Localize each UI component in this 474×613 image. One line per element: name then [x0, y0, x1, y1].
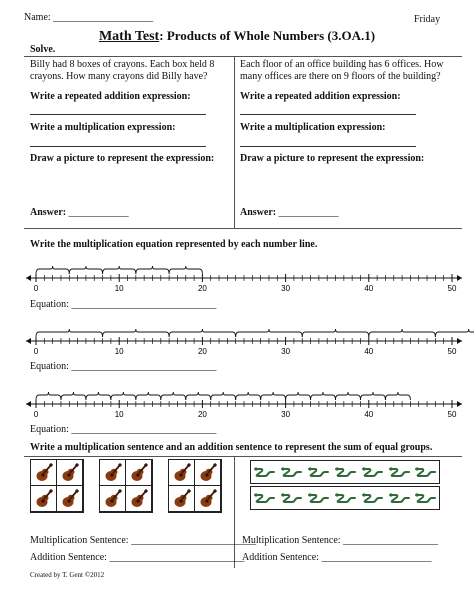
arrow-left-icon — [26, 275, 31, 281]
jump-brace — [169, 266, 202, 274]
divider-top — [24, 56, 462, 57]
snake-icon — [307, 492, 329, 504]
jump-brace — [103, 266, 136, 274]
footer-credit: Created by T. Gent ©2012 — [30, 571, 105, 579]
page-title: Math Test: Products of Whole Numbers (3.OA.1) — [98, 28, 376, 44]
snake-icon — [414, 466, 436, 478]
jump-brace — [211, 392, 236, 400]
tick-label: 40 — [364, 347, 374, 356]
snake-group — [250, 460, 440, 484]
left-mult-sentence: Multiplication Sentence: _________________________ — [30, 535, 257, 546]
arrow-right-icon — [457, 338, 462, 344]
snake-icon — [307, 466, 329, 478]
number-line-1 — [24, 262, 462, 296]
tick-label: 30 — [281, 284, 291, 293]
jump-brace — [360, 392, 385, 400]
guitar-group — [30, 459, 84, 513]
problem-1-mult-line[interactable] — [30, 146, 206, 147]
equation-1: Equation: _____________________________ — [30, 299, 217, 310]
problem-1-repeated-label: Write a repeated addition expression: — [30, 91, 191, 102]
guitar-icon — [100, 486, 126, 512]
snake-icon — [388, 492, 410, 504]
snake-icon — [361, 492, 383, 504]
tick-label: 0 — [33, 410, 39, 419]
snake-icon — [334, 466, 356, 478]
guitar-icon — [57, 460, 83, 486]
problem-1-mult-label: Write a multiplication expression: — [30, 122, 176, 133]
jump-brace — [302, 329, 369, 337]
equation-3: Equation: _____________________________ — [30, 424, 217, 435]
jump-brace — [236, 329, 303, 337]
jump-brace — [136, 266, 169, 274]
snake-icon — [280, 466, 302, 478]
arrow-left-icon — [26, 338, 31, 344]
jump-brace — [161, 392, 186, 400]
tick-label: 50 — [447, 410, 457, 419]
arrow-left-icon — [26, 401, 31, 407]
right-add-sentence: Addition Sentence: ______________________ — [242, 552, 432, 563]
guitar-icon — [31, 486, 57, 512]
solve-label: Solve. — [30, 44, 56, 55]
number-line-3 — [24, 388, 462, 422]
problem-1-answer: Answer: ____________ — [30, 207, 129, 218]
problem-1-text: Billy had 8 boxes of crayons. Each box held 8 crayons. How many crayons did Billy have? — [30, 59, 215, 82]
jump-brace — [136, 392, 161, 400]
problem-2-repeated-label: Write a repeated addition expression: — [240, 91, 401, 102]
jump-brace — [261, 392, 286, 400]
jump-brace — [61, 392, 86, 400]
tick-label: 40 — [364, 410, 374, 419]
tick-label: 20 — [197, 347, 207, 356]
tick-label: 0 — [33, 284, 39, 293]
tick-label: 30 — [281, 347, 291, 356]
guitar-group — [99, 459, 153, 513]
guitar-icon — [195, 486, 221, 512]
guitar-group — [168, 459, 222, 513]
guitar-icon — [126, 460, 152, 486]
snake-icon — [253, 492, 275, 504]
snake-icon — [388, 466, 410, 478]
tick-label: 40 — [364, 284, 374, 293]
divider-middle — [234, 56, 235, 228]
problem-2-mult-line[interactable] — [240, 146, 416, 147]
guitar-icon — [31, 460, 57, 486]
number-line-instruction: Write the multiplication equation represented by each number line. — [30, 239, 318, 250]
tick-label: 10 — [114, 284, 124, 293]
jump-brace — [36, 392, 61, 400]
name-label: Name: ____________________ — [24, 12, 154, 23]
problem-2-text: Each floor of an office building has 6 offices. How many offices are there on 9 floors of the building? — [240, 59, 444, 82]
tick-label: 10 — [114, 347, 124, 356]
jump-brace — [103, 329, 170, 337]
jump-brace — [36, 329, 103, 337]
problem-2-picture-label: Draw a picture to represent the expression: — [240, 153, 425, 164]
problem-1-picture-label: Draw a picture to represent the expression: — [30, 153, 215, 164]
snake-icon — [361, 466, 383, 478]
guitar-icon — [169, 460, 195, 486]
jump-brace — [435, 329, 474, 337]
guitar-icon — [126, 486, 152, 512]
guitar-icon — [57, 486, 83, 512]
jump-brace — [311, 392, 336, 400]
arrow-right-icon — [457, 275, 462, 281]
groups-instruction: Write a multiplication sentence and an addition sentence to represent the sum of equal groups. — [30, 442, 433, 453]
problem-2-repeated-line[interactable] — [240, 114, 416, 115]
problem-2-mult-label: Write a multiplication expression: — [240, 122, 386, 133]
equation-2: Equation: _____________________________ — [30, 361, 217, 372]
problem-2-answer: Answer: ____________ — [240, 207, 339, 218]
day-label: Friday — [414, 14, 441, 25]
jump-brace — [186, 392, 211, 400]
jump-brace — [69, 266, 102, 274]
jump-brace — [286, 392, 311, 400]
right-mult-sentence: Multiplication Sentence: ___________________ — [242, 535, 439, 546]
jump-brace — [385, 392, 410, 400]
arrow-right-icon — [457, 401, 462, 407]
guitar-icon — [195, 460, 221, 486]
guitar-icon — [169, 486, 195, 512]
tick-label: 10 — [114, 410, 124, 419]
tick-label: 50 — [447, 284, 457, 293]
tick-label: 30 — [281, 410, 291, 419]
jump-brace — [369, 329, 436, 337]
problem-1-repeated-line[interactable] — [30, 114, 206, 115]
jump-brace — [236, 392, 261, 400]
jump-brace — [336, 392, 361, 400]
tick-label: 0 — [33, 347, 39, 356]
guitar-icon — [100, 460, 126, 486]
jump-brace — [169, 329, 236, 337]
snake-icon — [414, 492, 436, 504]
groups-divider-top — [24, 456, 462, 457]
snake-icon — [280, 492, 302, 504]
tick-label: 20 — [197, 410, 207, 419]
left-add-sentence: Addition Sentence: ___________________________ — [30, 552, 245, 563]
jump-brace — [36, 266, 69, 274]
snake-icon — [253, 466, 275, 478]
snake-group — [250, 486, 440, 510]
jump-brace — [111, 392, 136, 400]
jump-brace — [86, 392, 111, 400]
divider-bottom — [24, 228, 462, 229]
snake-icon — [334, 492, 356, 504]
number-line-2 — [24, 325, 462, 359]
tick-label: 20 — [197, 284, 207, 293]
tick-label: 50 — [447, 347, 457, 356]
